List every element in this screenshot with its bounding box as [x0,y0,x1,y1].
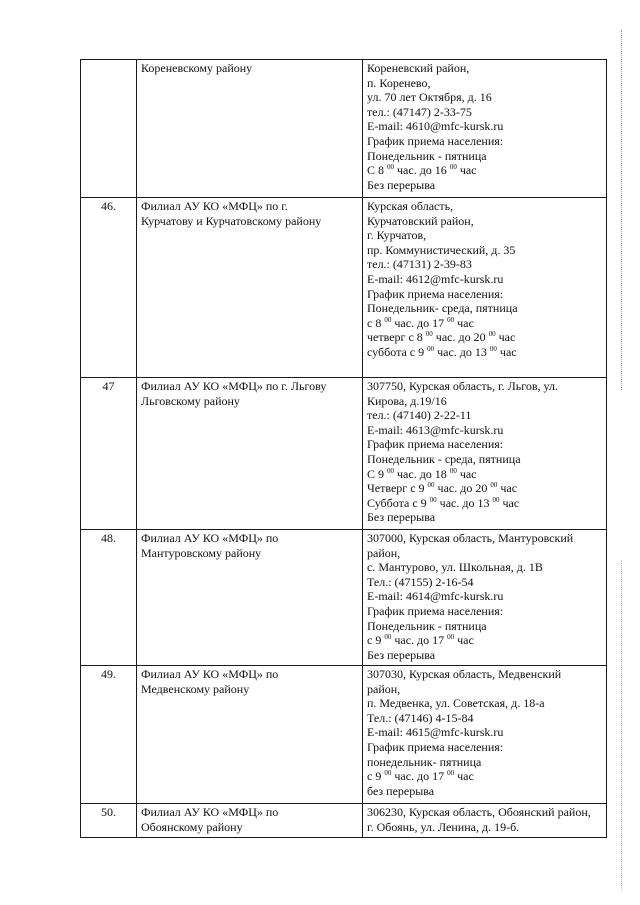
schedule-hours-line [367,330,602,345]
address-line: район, [367,681,401,696]
branch-name-line: Курчатову и Курчатовскому району [141,213,322,228]
branch-name-line: Филиал АУ КО «МФЦ» по [141,531,279,545]
schedule-text: суббота с 9 [367,344,428,359]
schedule-hours-line [367,467,602,482]
minutes-superscript: 00 [384,633,392,642]
address-line: Понедельник - среда, пятница [367,451,521,466]
minutes-superscript: 00 [429,495,437,504]
branch-name-line: Обоянскому району [141,819,243,834]
address-line: г. Курчатов, [367,228,427,243]
schedule-text: час [495,330,516,345]
schedule-text: час [456,163,477,178]
schedule-hours-line [367,345,602,360]
address-line: г. Обоянь, ул. Ленина, д. 19-б. [367,819,520,834]
table-row [81,530,607,666]
address-line: Без перерыва [367,177,436,192]
address-line: E-mail: 4613@mfc-kursk.ru [367,422,504,437]
schedule-text: час. до 13 [434,344,490,359]
address-line: График приема населения: [367,603,504,618]
minutes-superscript: 00 [449,466,457,475]
address-line: Без перерыва [367,510,436,525]
branch-name-line: Филиал АУ КО «МФЦ» по г. [141,199,288,213]
address-line: График приема населения: [367,739,504,754]
branch-address-cell [363,60,607,198]
table-row [81,666,607,804]
address-line: с. Мантурово, ул. Школьная, д. 1В [367,560,543,575]
branch-name-line: Кореневскому району [141,61,253,75]
address-line: График приема населения: [367,133,504,148]
table-row [81,60,607,198]
minutes-superscript: 00 [447,633,455,642]
schedule-text: час. до 18 [394,466,450,481]
minutes-superscript: 00 [384,315,392,324]
branch-name-cell [137,378,363,530]
row-number: 46. [81,198,137,378]
schedule-text: час [454,315,474,330]
schedule-text: час [499,495,520,510]
address-line: E-mail: 4615@mfc-kursk.ru [367,725,504,740]
scan-edge-mark [621,560,622,890]
minutes-superscript: 00 [490,481,498,490]
schedule-text: час. до 13 [436,495,493,510]
address-line: тел.: (47131) 2-39-83 [367,257,472,272]
schedule-text: час. до 20 [432,330,489,345]
address-line: район, [367,545,401,560]
branch-name-line: Льговскому району [141,393,240,408]
schedule-hours-line [367,163,602,178]
address-line: без перерыва [367,783,435,798]
table-body [81,60,607,838]
schedule-hours-line [367,633,602,648]
row-number: 48. [81,530,137,666]
minutes-superscript: 00 [488,330,496,339]
table-row [81,378,607,530]
minutes-superscript: 00 [492,495,500,504]
schedule-hours-line [367,769,602,784]
address-line: ул. 70 лет Октября, д. 16 [367,90,492,105]
schedule-text: с 8 [367,315,385,330]
row-number: 50. [81,804,137,838]
schedule-hours-line [367,316,602,331]
schedule-text: час. до 20 [434,481,491,496]
mfc-branches-table [80,59,607,838]
table-row [81,804,607,838]
branch-name-cell [137,60,363,198]
address-line: 307000, Курская область, Мантуровский [367,531,574,545]
address-line: тел.: (47140) 2-22-11 [367,408,472,423]
minutes-superscript: 00 [387,466,395,475]
address-line: 307030, Курская область, Медвенский [367,667,562,681]
schedule-text: с 9 [367,769,385,784]
schedule-text: С 8 [367,163,388,178]
address-line: пр. Коммунистический, д. 35 [367,242,516,257]
branch-name-cell [137,666,363,804]
branch-name-cell [137,530,363,666]
branch-address-cell [363,378,607,530]
minutes-superscript: 00 [449,163,457,172]
minutes-superscript: 00 [427,344,435,353]
address-line: Кореневский район, [367,61,470,75]
address-line: График приема населения: [367,437,504,452]
schedule-text: час [454,769,474,784]
address-line: тел.: (47147) 2-33-75 [367,104,472,119]
schedule-hours-line [367,496,602,511]
scan-edge-mark [621,30,622,390]
schedule-text: час [497,481,518,496]
branch-name-cell [137,804,363,838]
branch-name-line: Филиал АУ КО «МФЦ» по г. Льгову [141,379,327,393]
minutes-superscript: 00 [447,769,455,778]
branch-name-line: Мантуровскому району [141,545,262,560]
minutes-superscript: 00 [427,481,435,490]
address-line: Тел.: (47146) 4-15-84 [367,710,474,725]
minutes-superscript: 00 [425,330,433,339]
branch-address-cell [363,804,607,838]
minutes-superscript: 00 [489,344,497,353]
address-line: График приема населения: [367,286,504,301]
address-line: E-mail: 4612@mfc-kursk.ru [367,271,504,286]
address-line: Без перерыва [367,647,436,662]
address-line: Тел.: (47155) 2-16-54 [367,574,474,589]
address-line: Кирова, д.19/16 [367,393,447,408]
address-line: Курчатовский район, [367,213,474,228]
branch-address-cell [363,666,607,804]
address-line: понедельник- пятница [367,754,482,769]
row-number [81,60,137,198]
branch-name-cell [137,198,363,378]
schedule-text: час [454,633,474,648]
address-line: Курская область, [367,199,454,213]
address-line: 306230, Курская область, Обоянский район, [367,805,591,819]
address-line: E-mail: 4614@mfc-kursk.ru [367,589,504,604]
branch-address-cell [363,530,607,666]
minutes-superscript: 00 [387,163,395,172]
minutes-superscript: 00 [447,315,455,324]
branch-address-cell [363,198,607,378]
address-line: п. Медвенка, ул. Советская, д. 18-а [367,696,545,711]
schedule-text: час. до 17 [391,633,448,648]
address-line: п. Коренево, [367,75,431,90]
schedule-text: час. до 17 [391,315,448,330]
branch-name-line: Филиал АУ КО «МФЦ» по [141,667,279,681]
schedule-text: час. до 16 [394,163,450,178]
branch-name-line: Филиал АУ КО «МФЦ» по [141,805,279,819]
address-line: Понедельник - пятница [367,148,487,163]
schedule-text: час [456,466,477,481]
schedule-text: Четверг с 9 [367,481,428,496]
address-line: Понедельник- среда, пятница [367,301,518,316]
minutes-superscript: 00 [384,769,392,778]
row-number: 47 [81,378,137,530]
schedule-text: Суббота с 9 [367,495,430,510]
schedule-text: час [496,344,517,359]
address-line: E-mail: 4610@mfc-kursk.ru [367,119,504,134]
schedule-hours-line [367,481,602,496]
row-number: 49. [81,666,137,804]
schedule-text: С 9 [367,466,388,481]
address-line: Понедельник - пятница [367,618,487,633]
branch-name-line: Медвенскому району [141,681,250,696]
schedule-text: четверг с 8 [367,330,426,345]
table-row [81,198,607,378]
address-line: 307750, Курская область, г. Льгов, ул. [367,379,559,393]
schedule-text: с 9 [367,633,385,648]
schedule-text: час. до 17 [391,769,448,784]
